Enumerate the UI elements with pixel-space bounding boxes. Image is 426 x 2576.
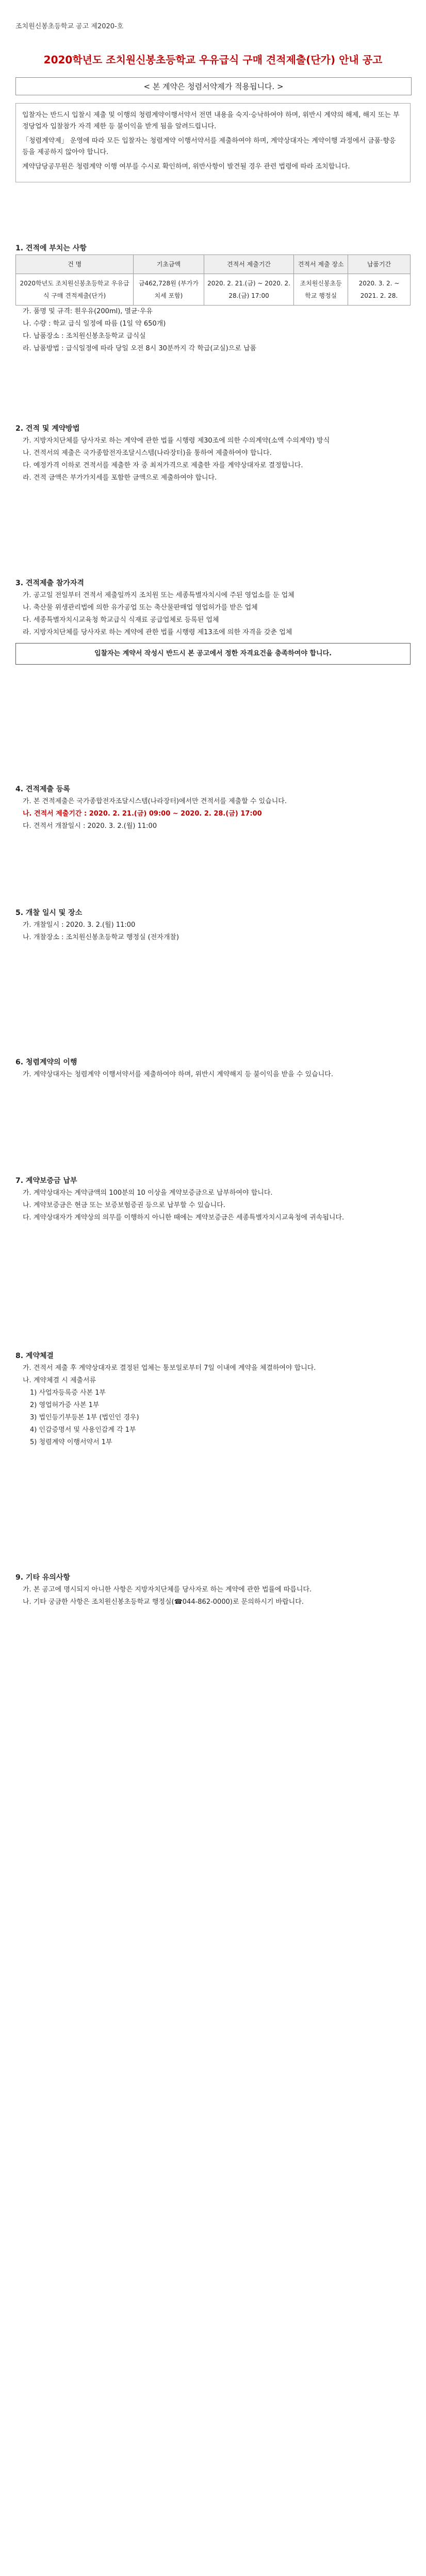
section-4	[15, 783, 411, 833]
list-item: 가. 계약상대자는 청렴계약 이행서약서를 제출하여야 하며, 위반시 계약해지 등 불이익을 받을 수 있습니다.	[23, 1071, 333, 1078]
list-item: 나. 개찰장소 : 조치원신봉초등학교 행정실 (전자개찰)	[23, 934, 179, 941]
list-item: 2) 영업허가증 사본 1부	[30, 1401, 100, 1409]
list-item: 가. 지방자치단체를 당사자로 하는 계약에 관한 법률 시행령 제30조에 의한 수의계약(소액 수의계약) 방식	[23, 437, 330, 445]
list-item: 가. 견적서 제출 후 계약상대자로 결정된 업체는 통보일로부터 7일 이내에 계약을 체결하여야 합니다.	[23, 1364, 316, 1372]
section-heading: 1. 견적에 부치는 사항	[15, 244, 87, 252]
list-item: 다. 계약상대자가 계약상의 의무를 이행하지 아니한 때에는 계약보증금은 세종특별자치시교육청에 귀속됩니다.	[23, 1214, 345, 1222]
list-item: 가. 공고일 전일부터 견적서 제출일까지 조치원 또는 세종특별자치시에 주된 영업소를 둔 업체	[23, 591, 294, 599]
table-cell: 조치원신봉초등학교 행정실	[294, 274, 348, 306]
section-heading: 2. 견적 및 계약방법	[15, 425, 80, 433]
table-cell: 2020학년도 조치원신봉초등학교 우유급식 구매 견적제출(단가)	[16, 274, 134, 306]
section-heading: 7. 계약보증금 납부	[15, 1177, 77, 1185]
list-item: 나. 기타 궁금한 사항은 조치원신봉초등학교 행정실(☎044-862-0000)로 문의하시기 바랍니다.	[23, 1598, 304, 1606]
list-item: 가. 개찰일시 : 2020. 3. 2.(월) 11:00	[23, 921, 136, 929]
list-item: 가. 본 공고에 명시되지 아니한 사항은 지방자치단체를 당사자로 하는 계약에 관한 법률에 따릅니다.	[23, 1586, 312, 1594]
integrity-notice: < 본 계약은 청렴서약제가 적용됩니다. >	[15, 77, 412, 95]
list-item: 3) 법인등기부등본 1부 (법인인 경우)	[30, 1414, 139, 1421]
qualification-box: 입찰자는 계약서 작성시 반드시 본 공고에서 정한 자격요건을 충족하여야 합니다.	[15, 643, 411, 665]
list-item: 나. 견적서 제출기간 : 2020. 2. 21.(금) 09:00 ~ 2020. 2. 28.(금) 17:00	[23, 810, 262, 818]
table-cell: 2020. 2. 21.(금) ~ 2020. 2. 28.(금) 17:00	[204, 274, 294, 306]
intro-paragraph: 입찰자는 반드시 입찰시 제출 및 이행의 청렴계약이행서약서 전면 내용을 숙지·승낙하여야 하며, 위반시 계약의 해제, 해지 또는 부정당업자 입찰참가 자격 제한 등 불이익을 받게 됨을 알려드립니다.	[22, 111, 400, 130]
list-item: 나. 견적서의 제출은 국가종합전자조달시스템(나라장터)을 통하여 제출하여야 합니다.	[23, 449, 272, 457]
table-cell: 2020. 3. 2. ~ 2021. 2. 28.	[348, 274, 411, 306]
list-item: 다. 예정가격 이하로 견적서를 제출한 자 중 최저가격으로 제출한 자를 계약상대자로 결정합니다.	[23, 462, 303, 469]
section-heading: 8. 계약체결	[15, 1352, 54, 1360]
section-heading: 4. 견적제출 등록	[15, 785, 70, 793]
list-item: 나. 수량 : 학교 급식 일정에 따름 (1일 약 650개)	[23, 320, 166, 328]
list-item: 다. 견적서 개찰일시 : 2020. 3. 2.(월) 11:00	[23, 822, 157, 830]
list-item: 라. 견적 금액은 부가가치세를 포함한 금액으로 제출하여야 합니다.	[23, 474, 217, 482]
list-item: 나. 축산물 위생관리법에 의한 유가공업 또는 축산물판매업 영업허가를 받은 업체	[23, 604, 258, 612]
section-heading: 3. 견적제출 참가자격	[15, 579, 84, 587]
section-6	[15, 1056, 411, 1081]
table-cell: 금462,728원 (부가가치세 포함)	[134, 274, 204, 306]
list-item: 5) 청렴계약 이행서약서 1부	[30, 1438, 112, 1446]
list-item: 가. 계약상대자는 계약금액의 100분의 10 이상을 계약보증금으로 납부하여야 합니다.	[23, 1189, 273, 1197]
table-header: 납품기간	[348, 255, 411, 274]
section-heading: 9. 기타 유의사항	[15, 1573, 70, 1582]
section-1	[15, 242, 411, 355]
list-item: 라. 지방자치단체를 당사자로 하는 계약에 관한 법률 시행령 제13조에 의한 자격을 갖춘 업체	[23, 629, 292, 636]
list-item: 가. 품명 및 규격: 흰우유(200ml), 멸균·우유	[23, 308, 153, 315]
table-header: 견적서 제출 장소	[294, 255, 348, 274]
table-header: 견적서 제출기간	[204, 255, 294, 274]
list-item: 4) 인감증명서 및 사용인감계 각 1부	[30, 1426, 136, 1434]
section-heading: 5. 개찰 일시 및 장소	[15, 909, 83, 917]
blank-area	[15, 1700, 411, 2576]
list-item: 가. 본 견적제출은 국가종합전자조달시스템(나라장터)에서만 견적서를 제출할 수 있습니다.	[23, 798, 287, 805]
bid-info-table	[15, 255, 411, 306]
list-item: 1) 사업자등록증 사본 1부	[30, 1389, 106, 1397]
list-item: 나. 계약보증금은 현금 또는 보증보험증권 등으로 납부할 수 있습니다.	[23, 1201, 225, 1209]
section-2	[15, 422, 411, 484]
section-5	[15, 907, 411, 944]
intro-box	[15, 103, 411, 182]
section-3	[15, 577, 411, 669]
table-header: 건 명	[16, 255, 134, 274]
intro-paragraph: 계약담당공무원은 청렴계약 이행 여부를 수시로 확인하며, 위반사항이 발견될 경우 관련 법령에 따라 조치합니다.	[22, 163, 350, 171]
table-header: 기초금액	[134, 255, 204, 274]
section-heading: 6. 청렴계약의 이행	[15, 1058, 77, 1066]
document-title: 2020학년도 조치원신봉초등학교 우유급식 구매 견적제출(단가) 안내 공고	[43, 54, 383, 66]
section-7	[15, 1175, 411, 1224]
list-item: 라. 납품방법 : 급식일정에 따라 당일 오전 8시 30분까지 각 학급(교실)으로 납품	[23, 345, 257, 352]
header-note: 조치원신봉초등학교 공고 제2020-호	[15, 23, 124, 30]
section-9	[15, 1571, 411, 1608]
list-item: 나. 계약체결 시 제출서류	[23, 1377, 96, 1384]
intro-paragraph: 「청렴계약제」 운영에 따라 모든 입찰자는 청렴계약 이행서약서를 제출하여야 하며, 계약상대자는 계약이행 과정에서 금품·향응 등을 제공하지 않아야 합니다.	[22, 137, 396, 156]
list-item: 다. 납품장소 : 조치원신봉초등학교 급식실	[23, 332, 146, 340]
section-8	[15, 1350, 411, 1449]
list-item: 다. 세종특별자치시교육청 학교급식 식재료 공급업체로 등록된 업체	[23, 616, 219, 624]
